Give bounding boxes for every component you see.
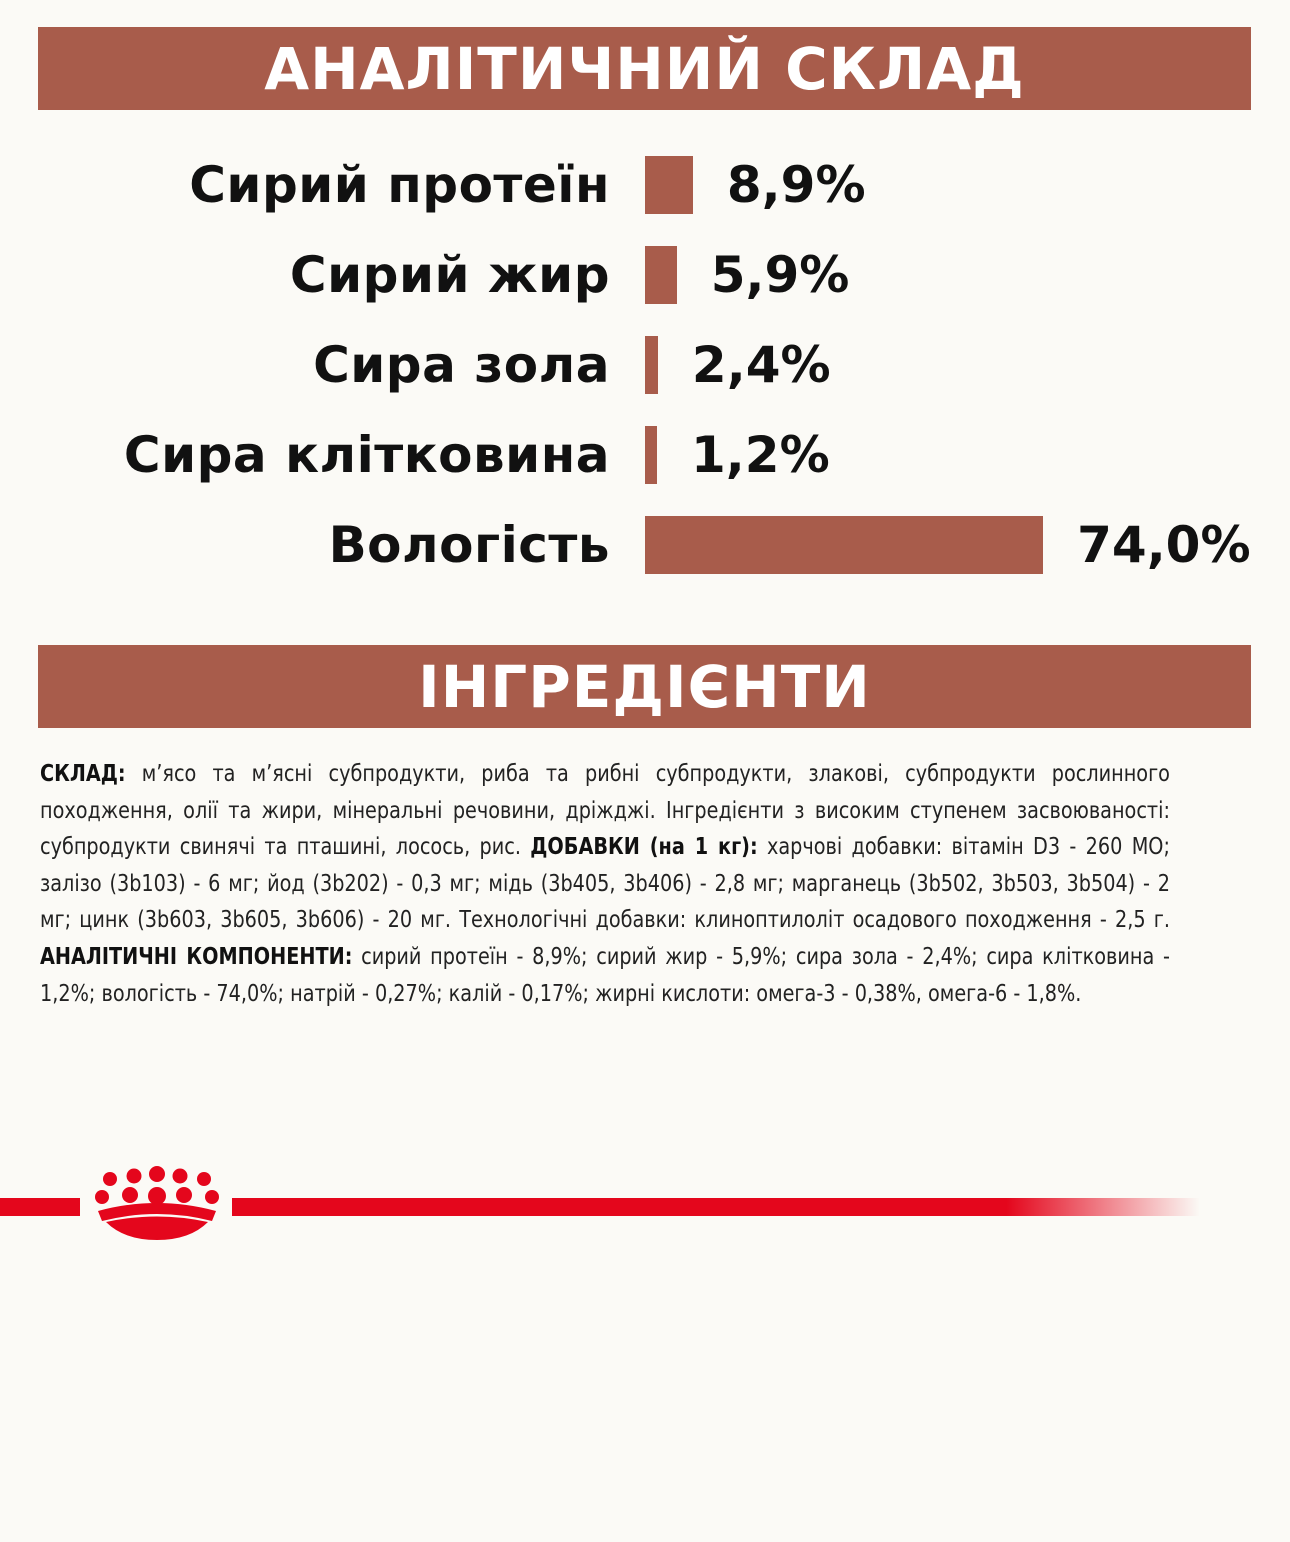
analytic-composition-title: АНАЛІТИЧНИЙ СКЛАД bbox=[264, 34, 1025, 103]
bar-category-label: Сирий жир bbox=[289, 246, 610, 304]
composition-text: м’ясо та м’ясні субпродукти, риба та рибні субпродукти, злакові, субпродукти рослинного походження, олії та жири, мінеральні речовини, дріжджі. Інгредієнти з високим ступенем засвоюваності: субпродукти свинячі та пташині, лосось, рис. bbox=[40, 761, 1170, 861]
bar bbox=[645, 156, 693, 214]
bar bbox=[645, 246, 677, 304]
composition-bar-chart bbox=[0, 130, 1290, 600]
bar-category-label: Вологість bbox=[328, 516, 610, 574]
brand-line-left bbox=[0, 1198, 80, 1216]
bar-category-label: Сирий протеїн bbox=[189, 156, 610, 214]
ingredients-title: ІНГРЕДІЄНТИ bbox=[418, 652, 871, 721]
bar-value-label: 5,9% bbox=[710, 246, 850, 304]
additives-text: харчові добавки: вітамін D3 - 260 МО; залізо (3b103) - 6 мг; йод (3b202) - 0,3 мг; мідь (3b405, 3b406) - 2,8 мг; марганець (3b502, 3b503, 3b504) - 2 мг; цинк (3b603, 3b605, 3b606) - 20 мг. Технологічні добавки: клиноптилоліт осадового походження - 2,5 г. bbox=[40, 834, 1170, 934]
analytical-components-label: АНАЛІТИЧНІ КОМПОНЕНТИ: bbox=[40, 943, 353, 970]
royal-canin-crown-icon bbox=[90, 1165, 224, 1240]
ingredients-paragraph bbox=[40, 756, 1170, 1012]
bar bbox=[645, 516, 1043, 574]
bar-category-label: Сира зола bbox=[313, 336, 610, 394]
bar-value-label: 1,2% bbox=[691, 426, 830, 484]
bar-category-label: Сира клітковина bbox=[123, 426, 610, 484]
bar bbox=[645, 426, 657, 484]
bar-value-label: 74,0% bbox=[1077, 516, 1251, 574]
analytic-composition-banner bbox=[38, 27, 1251, 110]
ingredients-banner bbox=[38, 645, 1251, 728]
bar-value-label: 8,9% bbox=[726, 156, 866, 214]
composition-label: СКЛАД: bbox=[40, 761, 126, 787]
bar-value-label: 2,4% bbox=[691, 336, 831, 394]
bar bbox=[645, 336, 658, 394]
brand-line-right bbox=[232, 1198, 1200, 1216]
analytical-components-text: сирий протеїн - 8,9%; сирий жир - 5,9%; сира зола - 2,4%; сира клітковина - 1,2%; вологість - 74,0%; натрій - 0,27%; калій - 0,17%; жирні кислоти: омега-3 - 0,38%, омега-6 - 1,8%. bbox=[40, 943, 1170, 1007]
additives-label: ДОБАВКИ (на 1 кг): bbox=[530, 834, 758, 861]
